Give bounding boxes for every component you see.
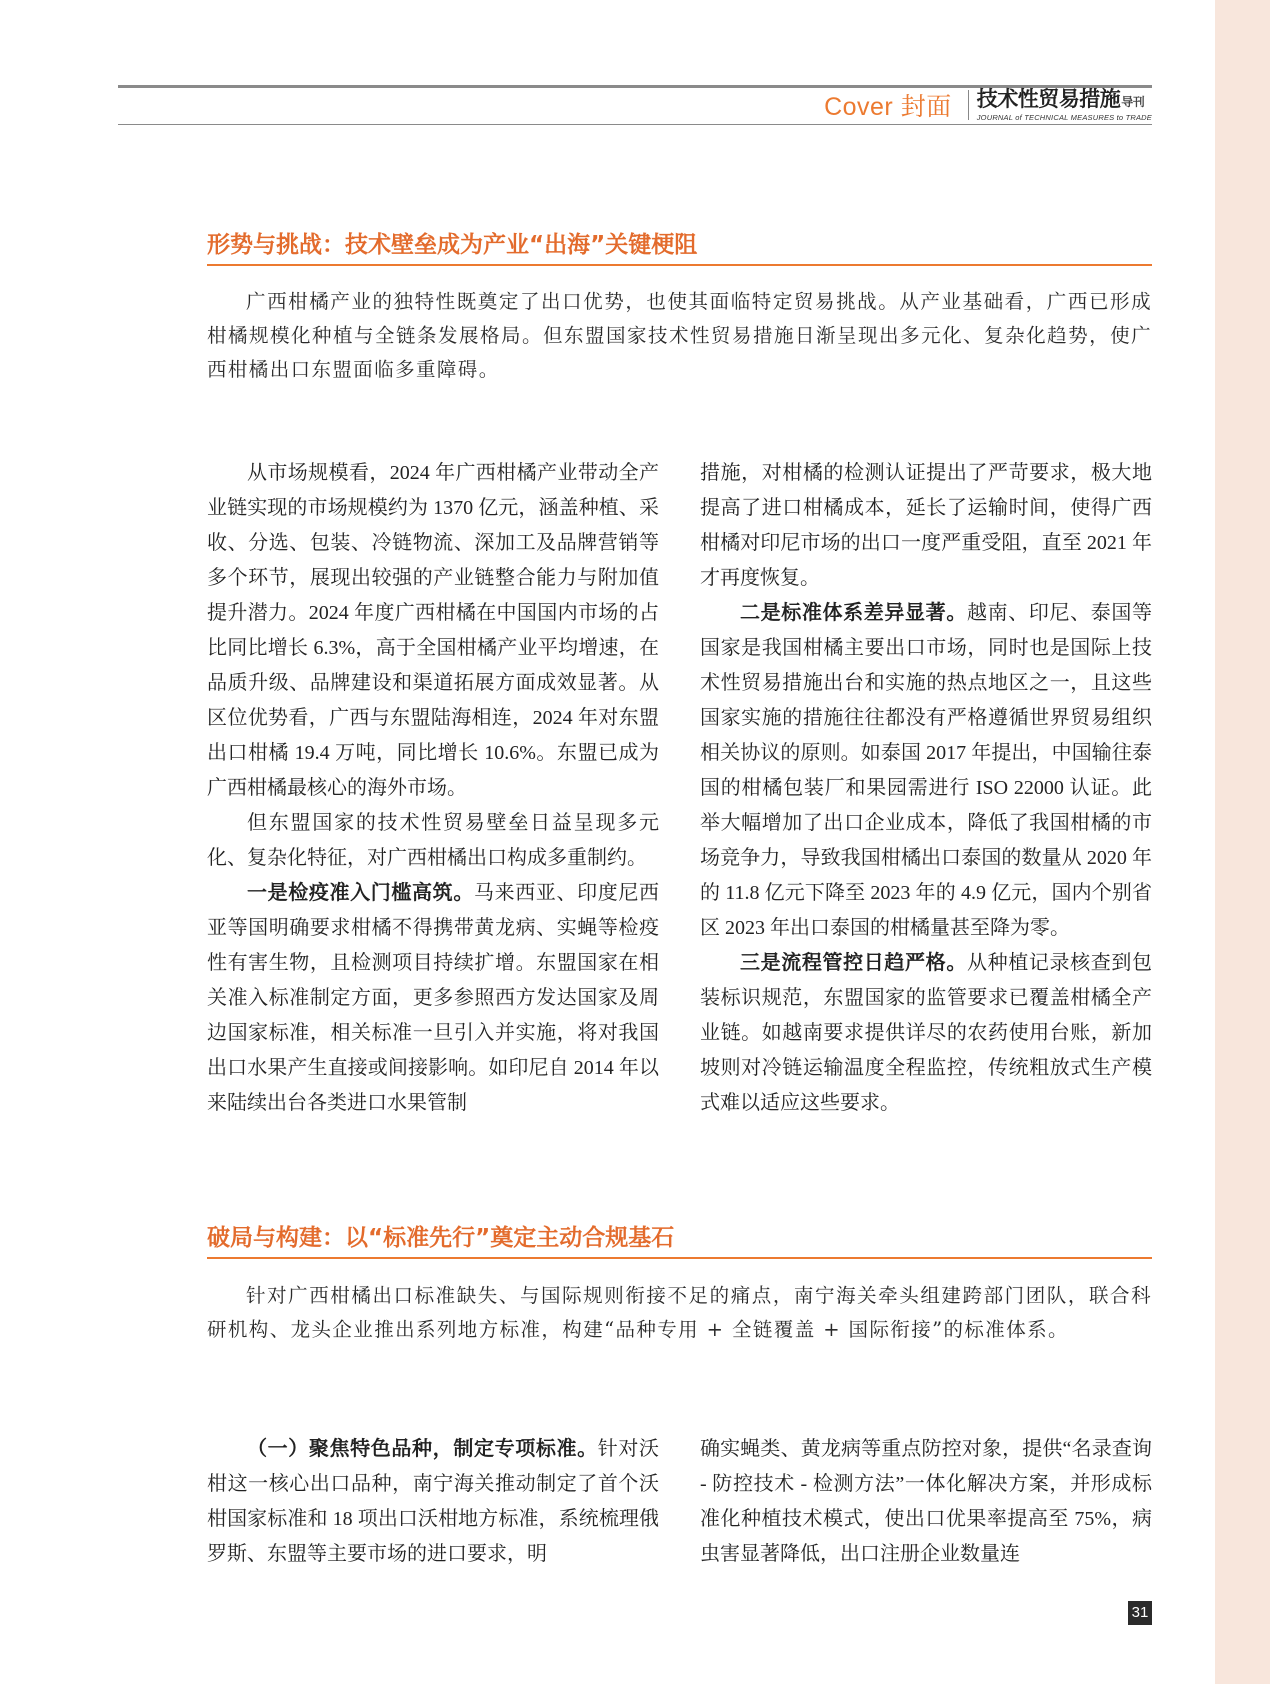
bold-lead: （一）聚焦特色品种，制定专项标准。	[247, 1438, 598, 1460]
intro-paragraph: 针对广西柑橘出口标准缺失、与国际规则衔接不足的痛点，南宁海关牵头组建跨部门团队，联合科研机构、龙头企业推出系列地方标准，构建“品种专用 + 全链覆盖 + 国际衔接”的标准体系。	[207, 1284, 1152, 1341]
side-color-strip	[1215, 0, 1270, 1684]
body-paragraph: （一）聚焦特色品种，制定专项标准。针对沃柑这一核心出口品种，南宁海关推动制定了首个沃柑国家标准和 18 项出口沃柑地方标准，系统梳理俄罗斯、东盟等主要市场的进口要求，明	[207, 1438, 660, 1565]
section-heading-2: 破局与构建：以“标准先行”奠定主动合规基石	[207, 1225, 675, 1251]
journal-suffix: 导刊	[1121, 94, 1145, 109]
section-1-right-column	[700, 456, 1152, 1121]
body-paragraph: 二是标准体系差异显著。越南、印尼、泰国等国家是我国柑橘主要出口市场，同时也是国际上技术性贸易措施出台和实施的热点地区之一，且这些国家实施的措施往往都没有严格遵循世界贸易组织相关协议的原则。如泰国 2017 年提出，中国输往泰国的柑橘包装厂和果园需进行 ISO 22000 认证。此举大幅增加了出口企业成本，降低了我国柑橘的市场竞争力，导致我国柑橘出口泰国的数量从 2020 年的 11.8 亿元下降至 2023 年的 4.9 亿元，国内个别省区 2023 年出口泰国的柑橘量甚至降为零。	[700, 602, 1153, 939]
section-2-left-column	[207, 1432, 659, 1572]
journal-name: 技术性贸易措施	[976, 87, 1121, 111]
header-divider	[968, 90, 969, 120]
intro-paragraph: 广西柑橘产业的独特性既奠定了出口优势，也使其面临特定贸易挑战。从产业基础看，广西已形成柑橘规模化种植与全链条发展格局。但东盟国家技术性贸易措施日渐呈现出多元化、复杂化趋势，使广西柑橘出口东盟面临多重障碍。	[207, 290, 1152, 381]
bold-lead: 二是标准体系差异显著。	[740, 602, 967, 624]
journal-logo	[977, 89, 1152, 122]
body-paragraph: 一是检疫准入门槛高筑。马来西亚、印度尼西亚等国明确要求柑橘不得携带黄龙病、实蝇等检疫性有害生物，且检测项目持续扩增。东盟国家在相关准入标准制定方面，更多参照西方发达国家及周边国家标准，相关标准一旦引入并实施，将对我国出口水果产生直接或间接影响。如印尼自 2014 年以来陆续出台各类进口水果管制	[207, 882, 660, 1114]
section-2-intro	[207, 1279, 1152, 1347]
body-paragraph: 确实蝇类、黄龙病等重点防控对象，提供“名录查询 - 防控技术 - 检测方法”一体化解决方案，并形成标准化种植技术模式，使出口优果率提高至 75%，病虫害显著降低，出口注册企业数量连	[700, 1438, 1152, 1565]
header-rule-bottom	[118, 124, 1152, 125]
section-2-right-column	[700, 1432, 1152, 1572]
body-paragraph: 措施，对柑橘的检测认证提出了严苛要求，极大地提高了进口柑橘成本，延长了运输时间，使得广西柑橘对印尼市场的出口一度严重受阻，直至 2021 年才再度恢复。	[700, 462, 1152, 589]
section-label-cn: 封面	[900, 93, 952, 121]
section-label	[824, 87, 952, 123]
section-label-en: Cover	[824, 93, 894, 121]
running-header	[118, 86, 1152, 124]
page-number: 31	[1128, 1601, 1152, 1625]
section-rule-1	[207, 264, 1152, 266]
section-heading-1: 形势与挑战：技术壁垒成为产业“出海”关键梗阻	[207, 232, 698, 258]
section-1-intro	[207, 285, 1152, 387]
bold-lead: 三是流程管控日趋严格。	[740, 952, 967, 974]
section-rule-2	[207, 1257, 1152, 1259]
body-paragraph: 三是流程管控日趋严格。从种植记录核查到包装标识规范，东盟国家的监管要求已覆盖柑橘全产业链。如越南要求提供详尽的农药使用台账，新加坡则对冷链运输温度全程监控，传统粗放式生产模式难以适应这些要求。	[700, 952, 1153, 1114]
body-paragraph: 但东盟国家的技术性贸易壁垒日益呈现多元化、复杂化特征，对广西柑橘出口构成多重制约。	[207, 812, 659, 869]
bold-lead: 一是检疫准入门槛高筑。	[247, 882, 474, 904]
section-1-left-column	[207, 456, 659, 1121]
journal-english-name: JOURNAL of TECHNICAL MEASURES to TRADE	[976, 112, 1152, 122]
body-paragraph: 从市场规模看，2024 年广西柑橘产业带动全产业链实现的市场规模约为 1370 亿元，涵盖种植、采收、分选、包装、冷链物流、深加工及品牌营销等多个环节，展现出较强的产业链整合能力与附加值提升潜力。2024 年度广西柑橘在中国国内市场的占比同比增长 6.3%，高于全国柑橘产业平均增速，在品质升级、品牌建设和渠道拓展方面成效显著。从区位优势看，广西与东盟陆海相连，2024 年对东盟出口柑橘 19.4 万吨，同比增长 10.6%。东盟已成为广西柑橘最核心的海外市场。	[207, 462, 659, 799]
